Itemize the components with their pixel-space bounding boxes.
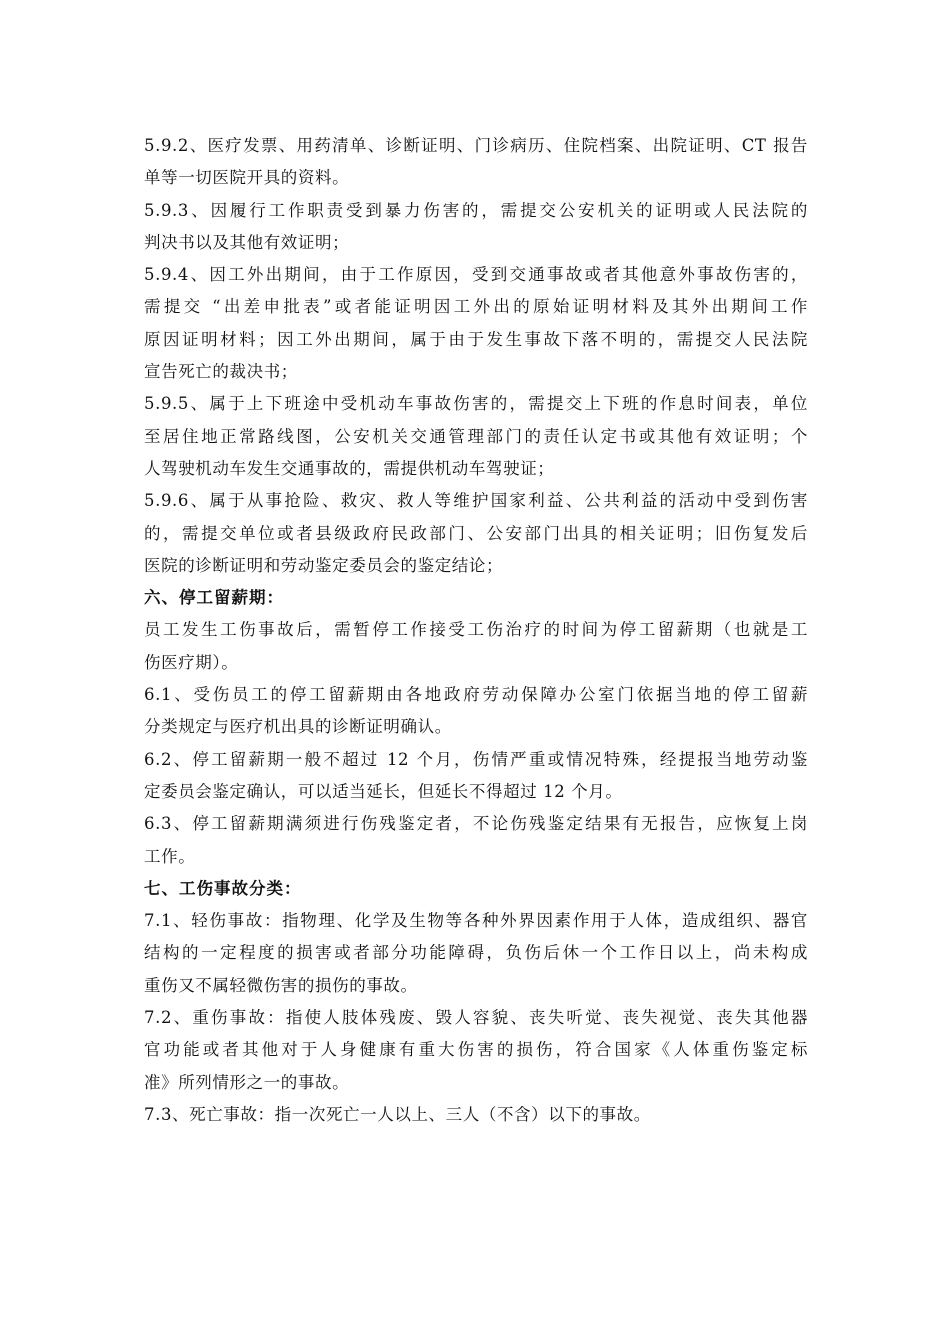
text-line: 宣告死亡的裁决书； xyxy=(144,362,298,382)
text-line: 原因证明材料；因工外出期间，属于由于发生事故下落不明的，需提交人民法院 xyxy=(144,329,808,349)
paragraph xyxy=(144,388,808,485)
paragraph xyxy=(144,259,808,388)
text-line: 重伤又不属轻微伤害的损伤的事故。 xyxy=(144,975,418,995)
text-line: 6.2、停工留薪期一般不超过 12 个月，伤情严重或情况特殊，经提报当地劳动鉴 xyxy=(144,749,808,769)
paragraph xyxy=(144,1002,808,1099)
text-line: 5.9.3、因履行工作职责受到暴力伤害的，需提交公安机关的证明或人民法院的 xyxy=(144,200,808,220)
paragraph xyxy=(144,130,808,195)
text-line: 5.9.4、因工外出期间，由于工作原因，受到交通事故或者其他意外事故伤害的， xyxy=(144,265,808,285)
text-line: 7.2、重伤事故：指使人肢体残废、毁人容貌、丧失听觉、丧失视觉、丧失其他器 xyxy=(144,1008,808,1028)
document-body xyxy=(144,130,808,1131)
paragraph xyxy=(144,808,808,873)
text-line: 7.3、死亡事故：指一次死亡一人以上、三人（不含）以下的事故。 xyxy=(144,1104,651,1124)
section-heading xyxy=(144,582,808,614)
text-line: 需提交 “出差申批表”或者能证明因工外出的原始证明材料及其外出期间工作 xyxy=(144,297,808,317)
text-line: 5.9.6、属于从事抢险、救灾、救人等维护国家利益、公共利益的活动中受到伤害 xyxy=(144,491,808,511)
heading-text: 六、停工留薪期： xyxy=(144,588,284,608)
text-line: 6.3、停工留薪期满须进行伤残鉴定者，不论伤残鉴定结果有无报告，应恢复上岗 xyxy=(144,814,808,834)
paragraph xyxy=(144,744,808,809)
text-line: 5.9.5、属于上下班途中受机动车事故伤害的，需提交上下班的作息时间表，单位 xyxy=(144,394,808,414)
text-line: 判决书以及其他有效证明； xyxy=(144,232,350,252)
paragraph xyxy=(144,195,808,260)
heading-text: 七、工伤事故分类： xyxy=(144,878,302,898)
text-line: 工作。 xyxy=(144,846,196,866)
text-line: 6.1、受伤员工的停工留薪期由各地政府劳动保障办公室门依据当地的停工留薪 xyxy=(144,685,808,705)
section-heading xyxy=(144,873,808,905)
text-line: 5.9.2、医疗发票、用药清单、诊断证明、门诊病历、住院档案、出院证明、CT 报告 xyxy=(144,136,808,155)
paragraph xyxy=(144,679,808,744)
text-line: 伤医疗期）。 xyxy=(144,652,239,672)
text-line: 单等一切医院开具的资料。 xyxy=(144,168,350,188)
text-line: 医院的诊断证明和劳动鉴定委员会的鉴定结论； xyxy=(144,555,504,575)
text-line: 分类规定与医疗机出具的诊断证明确认。 xyxy=(144,717,452,737)
text-line: 至居住地正常路线图，公安机关交通管理部门的责任认定书或其他有效证明；个 xyxy=(144,426,808,446)
text-line: 员工发生工伤事故后，需暂停工作接受工伤治疗的时间为停工留薪期（也就是工 xyxy=(144,620,808,640)
paragraph xyxy=(144,614,808,679)
text-line: 定委员会鉴定确认，可以适当延长，但延长不得超过 12 个月。 xyxy=(144,781,623,801)
paragraph xyxy=(144,1099,808,1131)
text-line: 的，需提交单位或者县级政府民政部门、公安部门出具的相关证明；旧伤复发后 xyxy=(144,523,808,543)
text-line: 人驾驶机动车发生交通事故的，需提供机动车驾驶证； xyxy=(144,458,555,478)
text-line: 准》所列情形之一的事故。 xyxy=(144,1072,350,1092)
text-line: 官功能或者其他对于人身健康有重大伤害的损伤，符合国家《人体重伤鉴定标 xyxy=(144,1040,808,1060)
text-line: 7.1、轻伤事故：指物理、化学及生物等各种外界因素作用于人体，造成组织、器官 xyxy=(144,911,808,931)
paragraph xyxy=(144,485,808,582)
text-line: 结构的一定程度的损害或者部分功能障碍，负伤后休一个工作日以上，尚未构成 xyxy=(144,943,808,963)
paragraph xyxy=(144,905,808,1002)
